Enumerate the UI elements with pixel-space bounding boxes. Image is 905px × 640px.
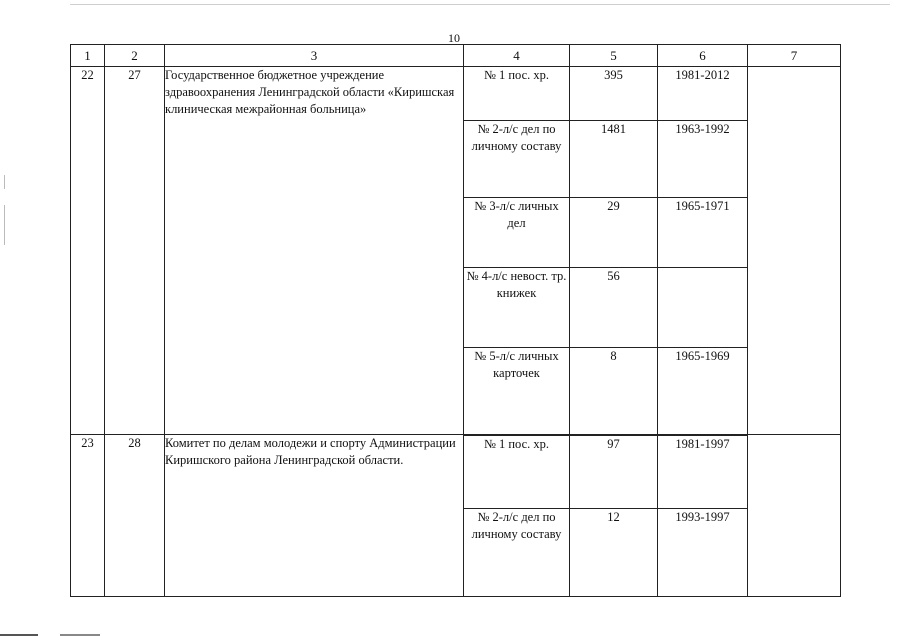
header-col-2: 2 bbox=[105, 45, 165, 67]
table-row bbox=[71, 435, 841, 509]
scan-top-edge bbox=[70, 4, 890, 5]
inventory-cell: № 2-л/с дел по личному составу bbox=[464, 121, 570, 198]
header-col-5: 5 bbox=[570, 45, 658, 67]
fund-number: 28 bbox=[105, 435, 165, 597]
count-cell: 56 bbox=[570, 268, 658, 348]
margin-mark bbox=[4, 175, 5, 189]
inventory-cell: № 2-л/с дел по личному составу bbox=[464, 509, 570, 597]
inventory-cell: № 5-л/с личных карточек bbox=[464, 348, 570, 435]
header-col-1: 1 bbox=[71, 45, 105, 67]
page-number: 10 bbox=[448, 31, 460, 45]
count-cell: 29 bbox=[570, 198, 658, 268]
header-col-6: 6 bbox=[658, 45, 748, 67]
inventory-cell: № 1 пос. хр. bbox=[464, 67, 570, 121]
count-cell: 8 bbox=[570, 348, 658, 435]
header-col-3: 3 bbox=[165, 45, 464, 67]
fund-number: 27 bbox=[105, 67, 165, 435]
years-cell: 1965-1969 bbox=[658, 348, 748, 435]
years-cell: 1963-1992 bbox=[658, 121, 748, 198]
archive-register-table bbox=[70, 44, 841, 597]
header-col-7: 7 bbox=[748, 45, 841, 67]
organization-name: Комитет по делам молодежи и спорту Администрации Киришского района Ленинградской области. bbox=[165, 435, 464, 597]
count-cell: 395 bbox=[570, 67, 658, 121]
inventory-cell: № 1 пос. хр. bbox=[464, 435, 570, 509]
years-cell: 1981-2012 bbox=[658, 67, 748, 121]
table-row bbox=[71, 67, 841, 121]
margin-mark bbox=[4, 205, 5, 245]
header-col-4: 4 bbox=[464, 45, 570, 67]
inventory-cell: № 3-л/с личных дел bbox=[464, 198, 570, 268]
years-cell: 1981-1997 bbox=[658, 435, 748, 509]
years-cell: 1965-1971 bbox=[658, 198, 748, 268]
org-number: 22 bbox=[71, 67, 105, 435]
years-cell bbox=[658, 268, 748, 348]
count-cell: 1481 bbox=[570, 121, 658, 198]
note-cell bbox=[748, 67, 841, 435]
header-row bbox=[71, 45, 841, 67]
inventory-cell: № 4-л/с невост. тр. книжек bbox=[464, 268, 570, 348]
count-cell: 12 bbox=[570, 509, 658, 597]
years-cell: 1993-1997 bbox=[658, 509, 748, 597]
note-cell bbox=[748, 435, 841, 597]
scan-bottom-mark bbox=[60, 634, 100, 636]
organization-name: Государственное бюджетное учреждение здравоохранения Ленинградской области «Киришская клиническая межрайонная больница» bbox=[165, 67, 464, 435]
scan-bottom-mark bbox=[0, 634, 38, 636]
org-number: 23 bbox=[71, 435, 105, 597]
count-cell: 97 bbox=[570, 435, 658, 509]
